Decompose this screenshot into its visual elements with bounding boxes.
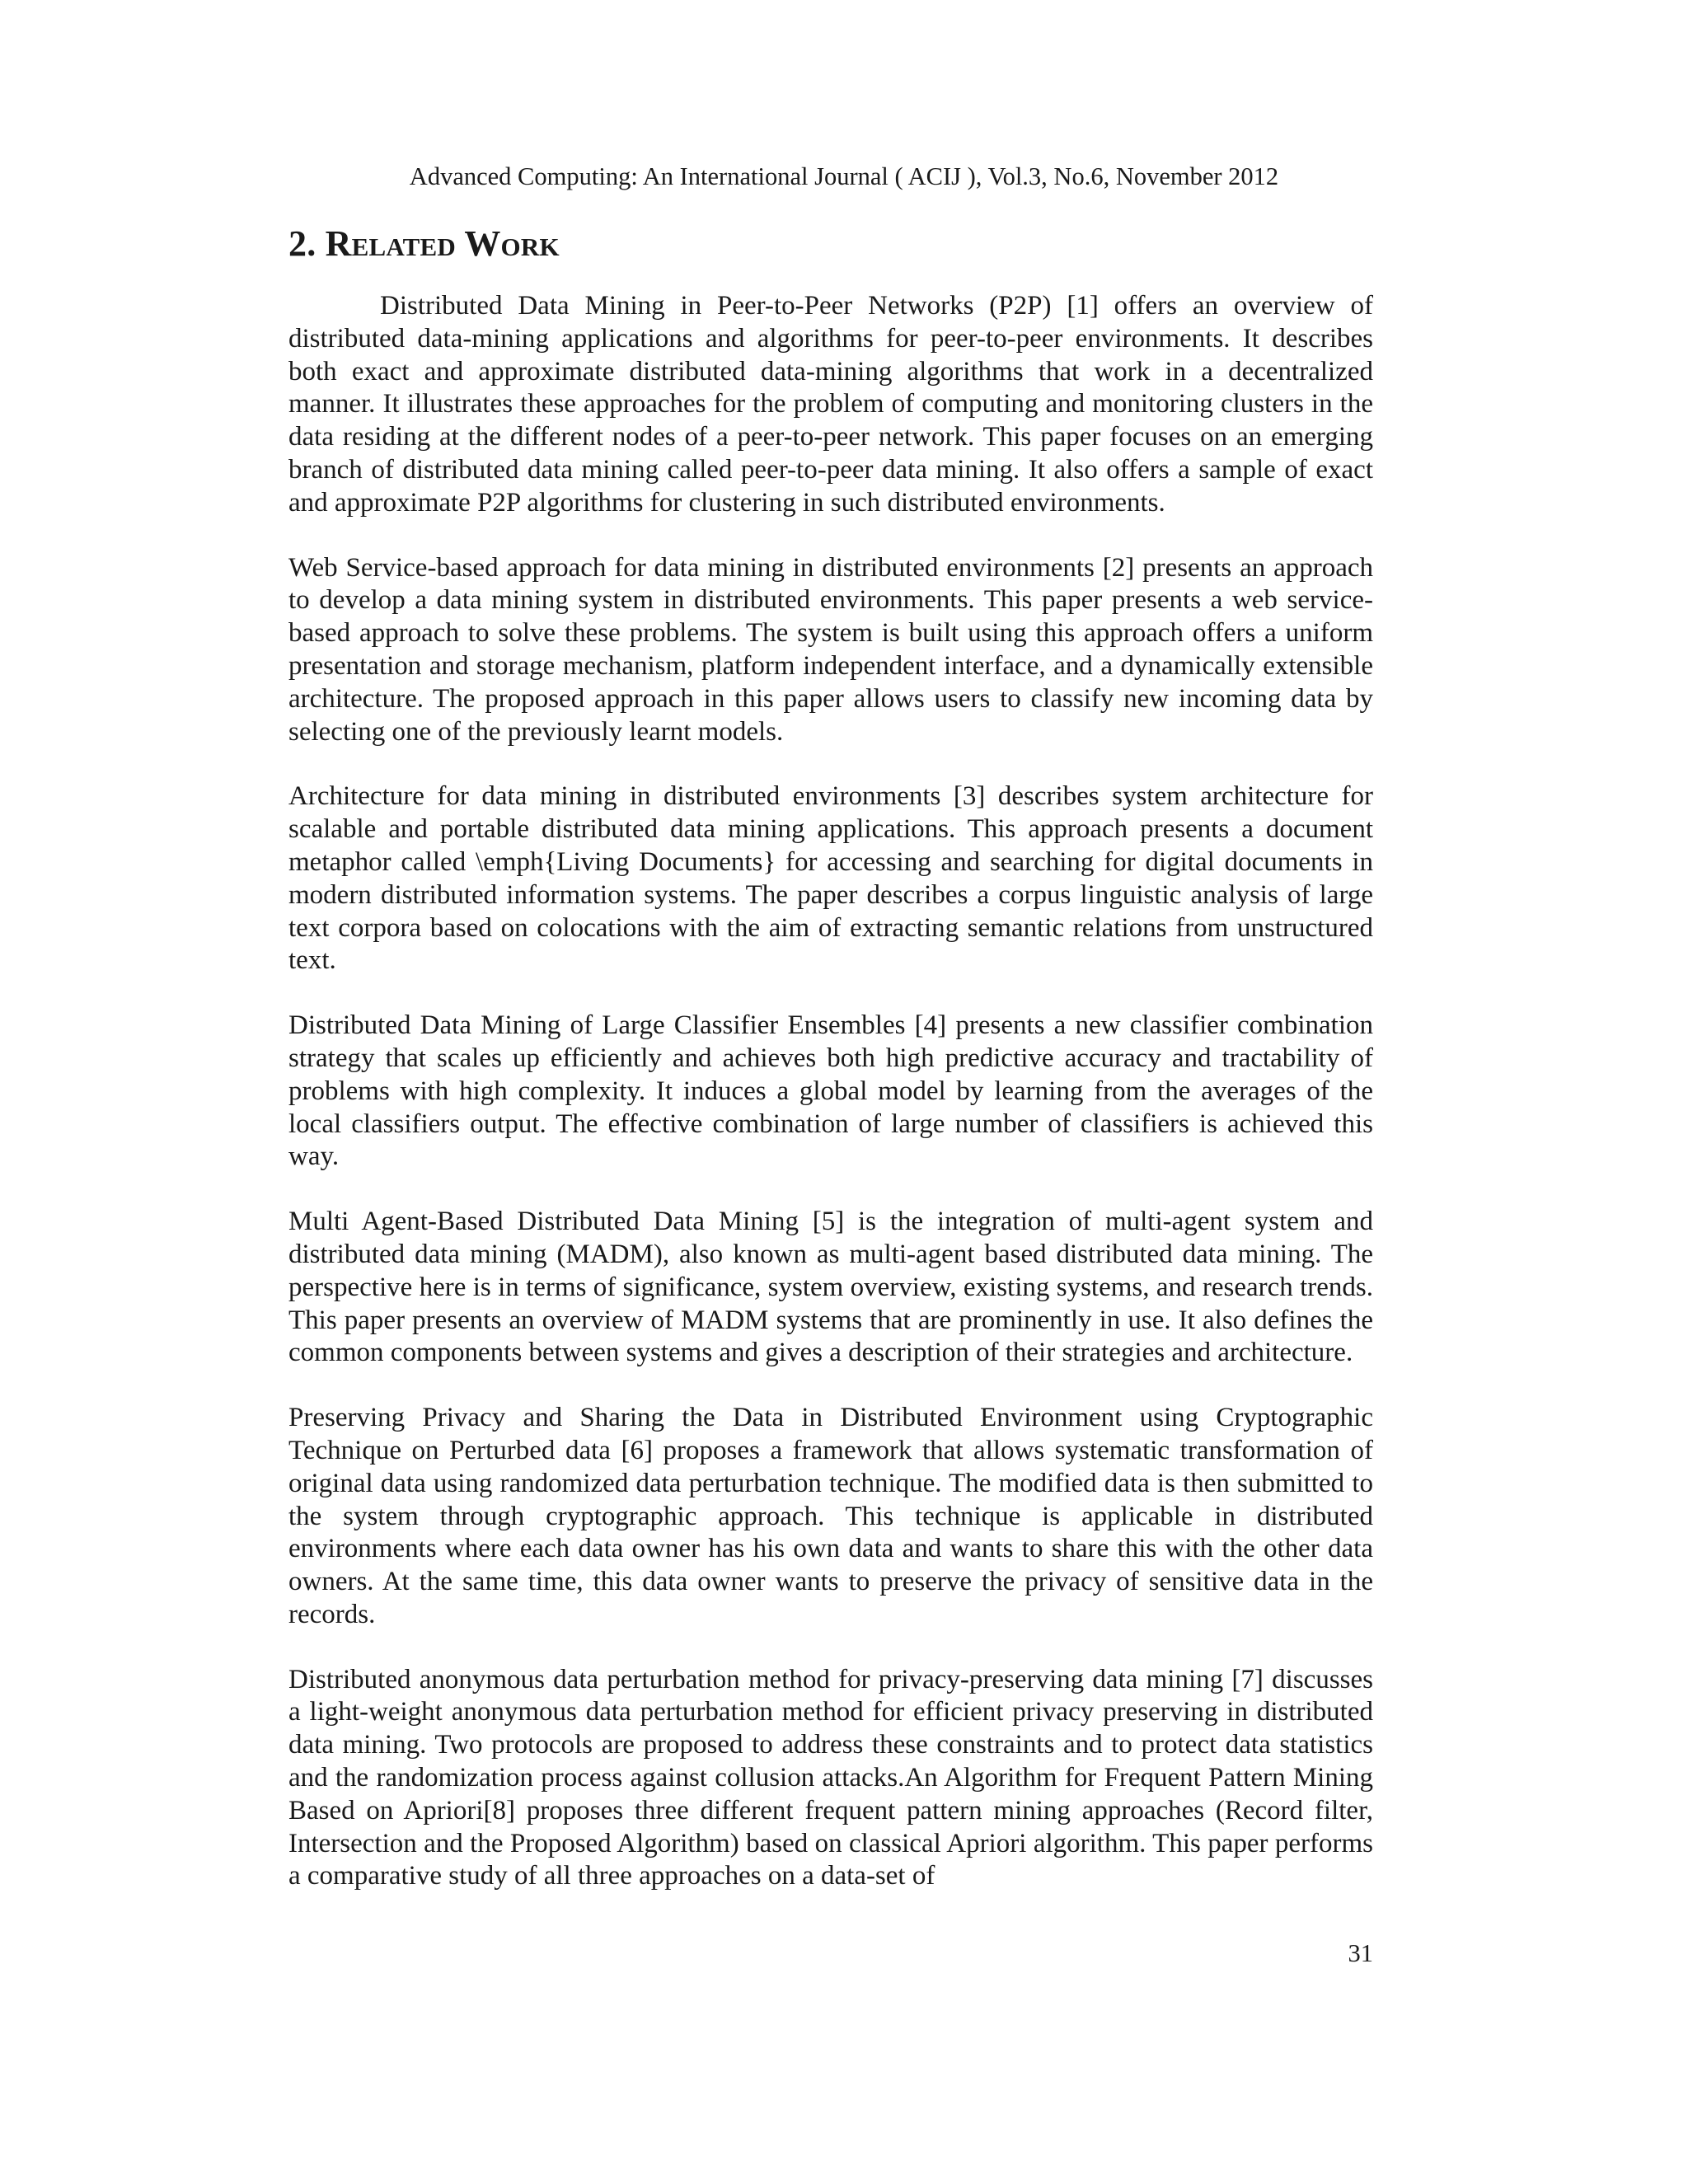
body-text [288, 290, 1373, 1925]
paragraph-p2p: Distributed Data Mining in Peer-to-Peer Networks (P2P) [1] offers an overview of distributed data-mining applications and algorithms for peer-to-peer environments. It describes both exact and approximate distributed data-mining algorithms that work in a decentralized manner. It illustrates these approaches for the problem of computing and monitoring clusters in the data residing at the different nodes of a peer-to-peer network. This paper focuses on an emerging branch of distributed data mining called peer-to-peer data mining. It also offers a sample of exact and approximate P2P algorithms for clustering in such distributed environments. [288, 291, 1373, 518]
paragraph-classifier-ensembles: Distributed Data Mining of Large Classifier Ensembles [4] presents a new classifier combination strategy that scales up efficiently and achieves both high predictive accuracy and tractability of problems with high complexity. It induces a global model by learning from the averages of the local classifiers output. The effective combination of large number of classifiers is achieved this way. [288, 1010, 1373, 1172]
page-number: 31 [1348, 1939, 1373, 1967]
running-header: Advanced Computing: An International Journal ( ACIJ ), Vol.3, No.6, November 2012 [409, 162, 1279, 190]
paragraph-web-service: Web Service-based approach for data mining in distributed environments [2] presents an approach to develop a data mining system in distributed environments. This paper presents a web service-based approach to solve these problems. The system is built using this approach offers a uniform presentation and storage mechanism, platform independent interface, and a dynamically extensible architecture. The proposed approach in this paper allows users to classify new incoming data by selecting one of the previously learnt models. [288, 552, 1373, 747]
paragraph-anonymous-perturbation: Distributed anonymous data perturbation method for privacy-preserving data mining [7] discusses a light-weight anonymous data perturbation method for efficient privacy preserving in distributed data mining. Two protocols are proposed to address these constraints and to protect data statistics and the randomization process against collusion attacks.An Algorithm for Frequent Pattern Mining Based on Apriori[8] proposes three different frequent pattern mining approaches (Record filter, Intersection and the Proposed Algorithm) based on classical Apriori algorithm. This paper performs a comparative study of all three approaches on a data-set of [288, 1664, 1373, 1891]
section-heading: 2. Related Work [288, 223, 560, 264]
paragraph-multi-agent: Multi Agent-Based Distributed Data Mining [5] is the integration of multi-agent system and distributed data mining (MADM), also known as multi-agent based distributed data mining. The perspective here is in terms of significance, system overview, existing systems, and research trends. This paper presents an overview of MADM systems that are prominently in use. It also defines the common components between systems and gives a description of their strategies and architecture. [288, 1207, 1373, 1368]
paragraph-privacy: Preserving Privacy and Sharing the Data in Distributed Environment using Cryptographic Technique on Perturbed data [6] proposes a framework that allows systematic transformation of original data using randomized data perturbation technique. The modified data is then submitted to the system through cryptographic approach. This technique is applicable in distributed environments where each data owner has his own data and wants to share this with the other data owners. At the same time, this data owner wants to preserve the privacy of sensitive data in the records. [288, 1403, 1373, 1629]
paragraph-architecture: Architecture for data mining in distributed environments [3] describes system architecture for scalable and portable distributed data mining applications. This approach presents a document metaphor called \emph{Living Documents} for accessing and searching for digital documents in modern distributed information systems. The paper describes a corpus linguistic analysis of large text corpora based on colocations with the aim of extracting semantic relations from unstructured text. [288, 781, 1373, 976]
